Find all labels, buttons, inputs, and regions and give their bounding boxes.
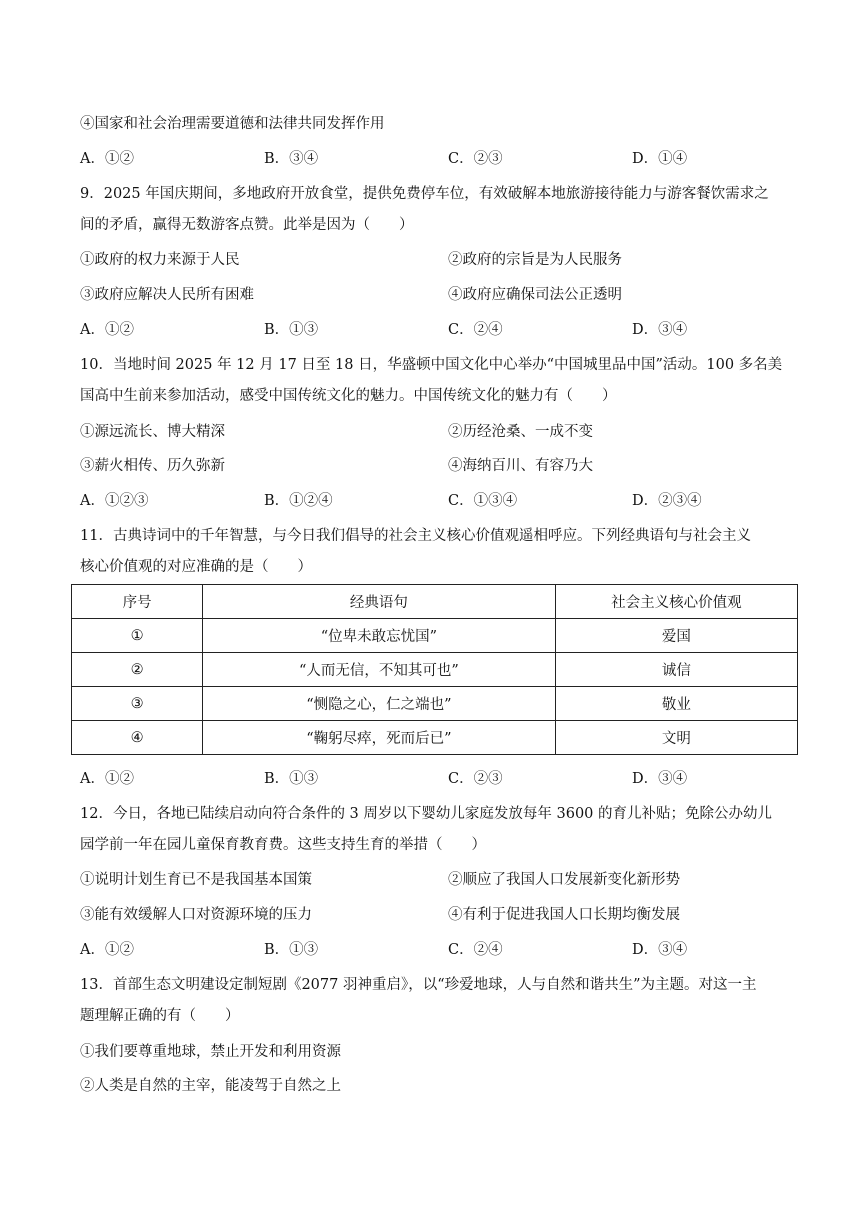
q9-item-2: ②政府的宗旨是为人民服务 — [448, 252, 622, 268]
q8-option-d[interactable]: D．①④ — [632, 151, 688, 167]
q10-option-c[interactable]: C．①③④ — [448, 493, 518, 509]
table-row — [72, 619, 798, 653]
q10-item-1: ①源远流长、博大精深 — [80, 424, 225, 440]
q12-items-row2 — [80, 905, 800, 925]
q10-option-a[interactable]: A．①②③ — [80, 493, 149, 509]
q8-option-b[interactable]: B．③④ — [264, 151, 319, 167]
q10-item-4: ④海纳百川、有容乃大 — [448, 458, 593, 474]
q12-item-1: ①说明计划生育已不是我国基本国策 — [80, 872, 312, 888]
q8-options — [80, 149, 800, 169]
q9-items-row2 — [80, 285, 800, 305]
q10-stem-line2: 国高中生前来参加活动，感受中国传统文化的魅力。中国传统文化的魅力有（ ） — [80, 388, 617, 404]
q9-stem-line2: 间的矛盾，赢得无数游客点赞。此举是因为（ ） — [80, 217, 414, 233]
q9-item-3: ③政府应解决人民所有困难 — [80, 287, 254, 303]
q12-option-a[interactable]: A．①② — [80, 942, 134, 958]
q8-option-a[interactable]: A．①② — [80, 151, 134, 167]
row-value: 敬业 — [555, 687, 797, 721]
q8-item-4: ④国家和社会治理需要道德和法律共同发挥作用 — [80, 116, 385, 132]
q11-option-c[interactable]: C．②③ — [448, 771, 503, 787]
q12-item-2: ②顺应了我国人口发展新变化新形势 — [448, 872, 680, 888]
q9-stem-line1: 9．2025 年国庆期间，多地政府开放食堂，提供免费停车位，有效破解本地旅游接待能力与游客餐饮需求之 — [80, 186, 769, 202]
q10-stem-line1: 10．当地时间 2025 年 12 月 17 日至 18 日，华盛顿中国文化中心举办“中国城里品中国”活动。100 多名美 — [80, 357, 783, 373]
q12-stem-line1: 12．今日，各地已陆续启动向符合条件的 3 周岁以下婴幼儿家庭发放每年 3600 的育儿补贴；免除公办幼儿 — [80, 806, 773, 822]
row-number: ② — [72, 653, 203, 687]
q10-options — [80, 491, 800, 511]
q9-option-b[interactable]: B．①③ — [264, 322, 319, 338]
q11-option-a[interactable]: A．①② — [80, 771, 134, 787]
q12-options — [80, 940, 800, 960]
row-value: 爱国 — [555, 619, 797, 653]
row-value: 文明 — [555, 721, 797, 755]
row-number: ① — [72, 619, 203, 653]
row-value: 诚信 — [555, 653, 797, 687]
row-number: ③ — [72, 687, 203, 721]
row-quote: “鞠躬尽瘁，死而后已” — [203, 721, 555, 755]
q9-item-1: ①政府的权力来源于人民 — [80, 252, 240, 268]
q13-item-1: ①我们要尊重地球，禁止开发和利用资源 — [80, 1044, 341, 1060]
header-number: 序号 — [72, 585, 203, 619]
row-quote: “恻隐之心，仁之端也” — [203, 687, 555, 721]
q9-item-4: ④政府应确保司法公正透明 — [448, 287, 622, 303]
q12-option-b[interactable]: B．①③ — [264, 942, 319, 958]
q11-stem-line1: 11．古典诗词中的千年智慧，与今日我们倡导的社会主义核心价值观遥相呼应。下列经典语句与社会主义 — [80, 528, 751, 544]
q11-stem-line2: 核心价值观的对应准确的是（ ） — [80, 559, 312, 575]
q12-stem-line2: 园学前一年在园儿童保育教育费。这些支持生育的举措（ ） — [80, 837, 486, 853]
q11-options — [80, 769, 800, 789]
q9-items-row1 — [80, 250, 800, 270]
row-number: ④ — [72, 721, 203, 755]
q9-option-d[interactable]: D．③④ — [632, 322, 688, 338]
q12-item-3: ③能有效缓解人口对资源环境的压力 — [80, 907, 312, 923]
header-quote: 经典语句 — [203, 585, 555, 619]
q10-item-3: ③薪火相传、历久弥新 — [80, 458, 225, 474]
q10-option-b[interactable]: B．①②④ — [264, 493, 333, 509]
q10-items-row1 — [80, 422, 800, 442]
q8-option-c[interactable]: C．②③ — [448, 151, 503, 167]
q12-option-d[interactable]: D．③④ — [632, 942, 688, 958]
q13-stem-line2: 题理解正确的有（ ） — [80, 1008, 240, 1024]
q13-item-2: ②人类是自然的主宰，能凌驾于自然之上 — [80, 1078, 341, 1094]
table-row — [72, 653, 798, 687]
q11-option-d[interactable]: D．③④ — [632, 771, 688, 787]
q9-option-c[interactable]: C．②④ — [448, 322, 503, 338]
q13-stem-line1: 13．首部生态文明建设定制短剧《2077 羽神重启》，以“珍爱地球，人与自然和谐共生”为主题。对这一主 — [80, 977, 757, 993]
table-row — [72, 721, 798, 755]
q12-item-4: ④有利于促进我国人口长期均衡发展 — [448, 907, 680, 923]
q10-item-2: ②历经沧桑、一成不变 — [448, 424, 593, 440]
q9-options — [80, 320, 800, 340]
q10-option-d[interactable]: D．②③④ — [632, 493, 702, 509]
header-value: 社会主义核心价值观 — [555, 585, 797, 619]
q11-option-b[interactable]: B．①③ — [264, 771, 319, 787]
row-quote: “位卑未敢忘忧国” — [203, 619, 555, 653]
q11-table-header — [72, 585, 798, 619]
q12-items-row1 — [80, 870, 800, 890]
q10-items-row2 — [80, 456, 800, 476]
q12-option-c[interactable]: C．②④ — [448, 942, 503, 958]
q11-table — [71, 584, 798, 755]
row-quote: “人而无信，不知其可也” — [203, 653, 555, 687]
q9-option-a[interactable]: A．①② — [80, 322, 134, 338]
table-row — [72, 687, 798, 721]
